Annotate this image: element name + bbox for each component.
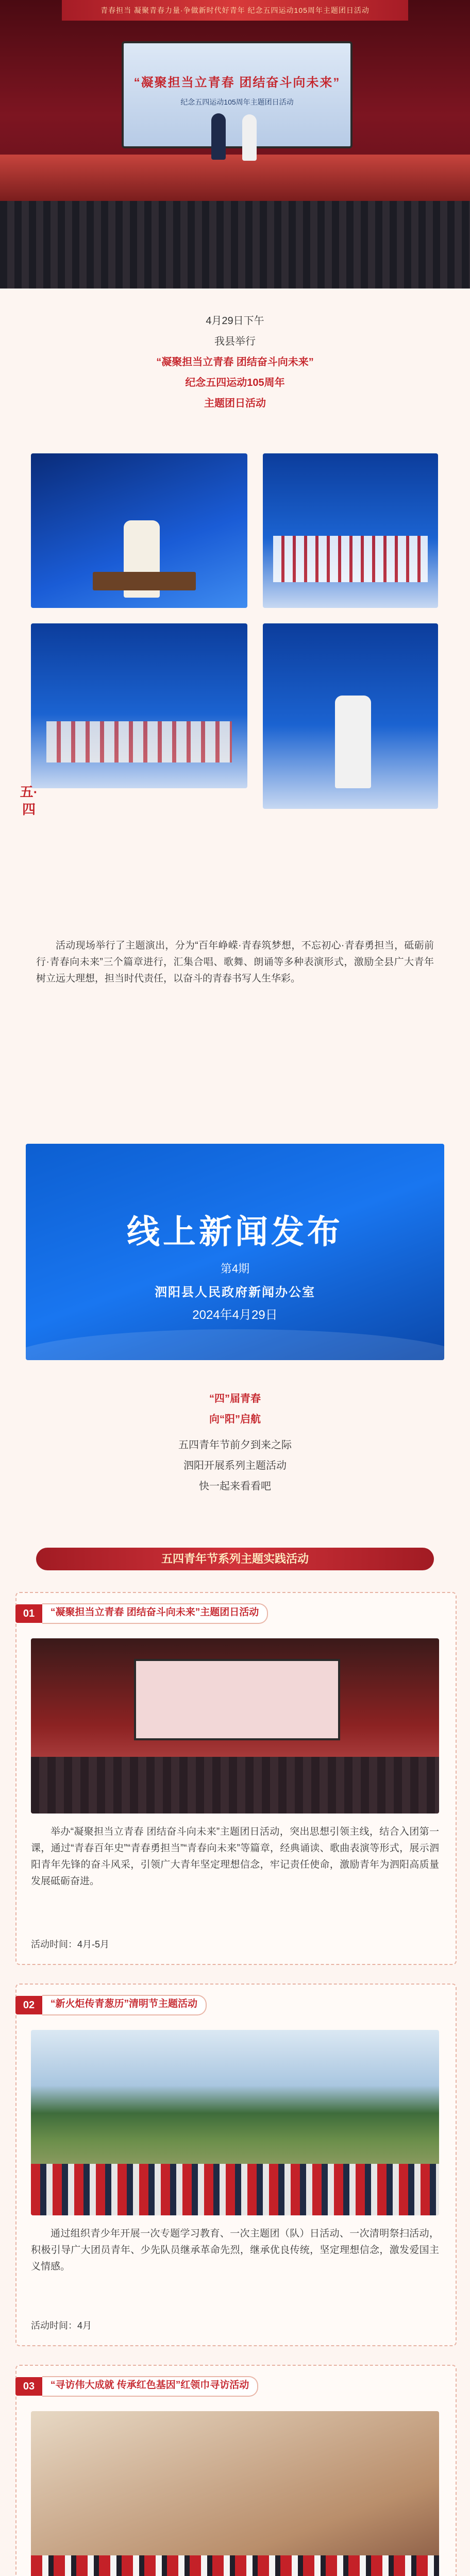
section-header xyxy=(15,1994,455,2016)
release-org: 泗阳县人民政府新闻办公室 xyxy=(155,1285,315,1299)
caption-line-3: 五四青年节前夕到来之际 xyxy=(178,1439,292,1451)
section-title: “凝聚担当立青春 团结奋斗向未来”主题团日活动 xyxy=(42,1603,268,1624)
caption-line-4: 泗阳开展系列主题活动 xyxy=(183,1460,287,1471)
hero-photo xyxy=(0,0,470,289)
news-release-banner xyxy=(26,1144,444,1360)
caption-line-1: “四”届青春 xyxy=(209,1393,261,1404)
caption-line-2: 向“阳”启航 xyxy=(209,1414,261,1425)
performance-photo xyxy=(31,453,247,608)
release-title: 线上新闻发布 xyxy=(127,1213,343,1250)
presenter-figure xyxy=(242,114,257,161)
audience xyxy=(0,201,470,289)
intro-anniversary: 纪念五四运动105周年 xyxy=(185,377,285,388)
series-band-title: 五四青年节系列主题实践活动 xyxy=(36,1548,434,1570)
section-title: “寻访伟大成就 传承红色基因”红领巾寻访活动 xyxy=(42,2376,258,2397)
section-meta: 活动时间：4月-5月 xyxy=(31,1939,110,1950)
event-description: 活动现场举行了主题演出，分为“百年峥嵘·青春筑梦想，不忘初心·青春勇担当，砥砺前行·青春向未来”三个篇章进行，汇集合唱、歌舞、朗诵等多种表演形式，激励全县广大青年树立远大理想，担当时代责任，以奋斗的青春书写人生华彩。 xyxy=(36,940,434,984)
section-meta: 活动时间：4月 xyxy=(31,2320,92,2331)
section-header xyxy=(15,2375,455,2398)
section-photo xyxy=(31,1638,439,1814)
group-performance-photo xyxy=(31,623,247,788)
section-photo xyxy=(31,2030,439,2215)
vertical-label-may-fourth: 五·四 xyxy=(20,784,38,817)
section-body: 通过组织青少年开展一次专题学习教育、一次主题团（队）日活动、一次清明祭扫活动，积极引导广大团员青年、少先队员继承革命先烈，继承优良传统，坚定理想信念，激发爱国主义情感。 xyxy=(31,2228,439,2272)
presenter-figure xyxy=(211,113,226,160)
section-header xyxy=(15,1602,455,1625)
chorus-photo xyxy=(263,453,438,608)
intro-org: 我县举行 xyxy=(214,336,256,347)
intro-activity: 主题团日活动 xyxy=(204,398,266,409)
intro-date: 4月29日下午 xyxy=(206,315,264,327)
caption-line-5: 快一起来看看吧 xyxy=(199,1481,271,1492)
section-photo xyxy=(31,2411,439,2576)
section-number: 02 xyxy=(15,1996,42,2014)
release-date: 2024年4月29日 xyxy=(192,1308,278,1322)
release-issue: 第4期 xyxy=(220,1262,250,1275)
stage-screen-title: “凝聚担当立青春 团结奋斗向未来” xyxy=(133,76,341,90)
speaker-photo xyxy=(263,623,438,809)
section-title: “新火炬传青葱历”清明节主题活动 xyxy=(42,1995,207,2015)
stage-floor xyxy=(0,155,470,201)
stage-screen-subtitle: 纪念五四运动105周年主题团日活动 xyxy=(180,98,294,106)
section-number: 01 xyxy=(15,1604,42,1623)
intro-theme: “凝聚担当立青春 团结奋斗向未来” xyxy=(156,357,314,368)
section-body: 举办“凝聚担当立青春 团结奋斗向未来”主题团日活动，突出思想引领主线，结合入团第一课，通过“青春百年史”“青春勇担当”“青春向未来”等篇章，经典诵读、歌曲表演等形式，展示泗阳青年先锋的奋斗风采，引领广大青年坚定理想信念，牢记责任使命，激励青年为泗阳高质量发展砥砺奋进。 xyxy=(31,1826,439,1887)
hero-banner: 青春担当 凝聚青春力量·争做新时代好青年 纪念五四运动105周年主题团日活动 xyxy=(62,0,408,21)
stage-screen xyxy=(122,41,352,148)
section-number: 03 xyxy=(15,2377,42,2396)
